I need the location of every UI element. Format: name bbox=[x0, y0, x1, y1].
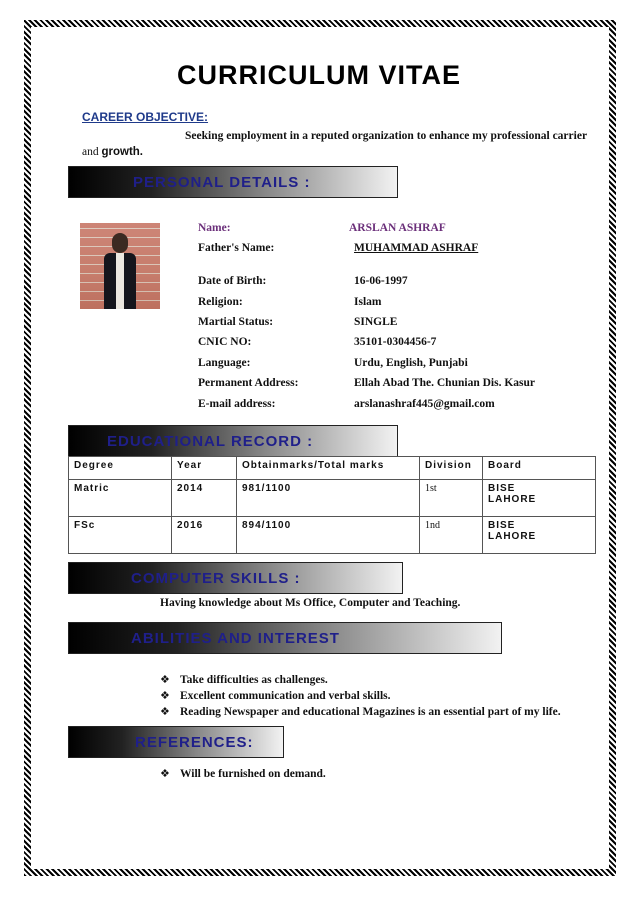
computer-skills-text: Having knowledge about Ms Office, Computer and Teaching. bbox=[160, 597, 461, 609]
career-objective-line1: Seeking employment in a reputed organization to enhance my professional carrier bbox=[185, 130, 588, 142]
educational-record-heading: EDUCATIONAL RECORD : bbox=[107, 433, 314, 450]
career-objective-line2: and growth. bbox=[82, 146, 144, 158]
header-board: Board bbox=[483, 457, 596, 480]
computer-skills-banner bbox=[68, 562, 403, 594]
table-row bbox=[69, 517, 596, 554]
personal-label: Martial Status: bbox=[198, 316, 274, 328]
references-heading: REFERENCES: bbox=[135, 734, 254, 751]
personal-value: Ellah Abad The. Chunian Dis. Kasur bbox=[354, 377, 535, 389]
personal-label: CNIC NO: bbox=[198, 336, 252, 348]
computer-skills-heading: COMPUTER SKILLS : bbox=[131, 570, 301, 587]
header-year: Year bbox=[172, 457, 237, 480]
table-row bbox=[69, 480, 596, 517]
educational-record-banner bbox=[68, 425, 398, 457]
personal-value: 35101-0304456-7 bbox=[354, 336, 437, 348]
cell-marks: 981/1100 bbox=[237, 480, 420, 517]
list-item: ❖ Reading Newspaper and educational Magazines is an essential part of my life. bbox=[160, 705, 561, 718]
header-division: Division bbox=[420, 457, 483, 480]
career-objective-heading: CAREER OBJECTIVE: bbox=[82, 110, 209, 124]
table-header-row bbox=[69, 457, 596, 480]
personal-label: Permanent Address: bbox=[198, 377, 299, 389]
bullet-icon: ❖ bbox=[160, 689, 170, 702]
bullet-icon: ❖ bbox=[160, 705, 170, 718]
personal-value: SINGLE bbox=[354, 316, 398, 328]
profile-photo bbox=[80, 223, 160, 309]
abilities-banner bbox=[68, 622, 502, 654]
cell-degree: FSc bbox=[69, 517, 172, 554]
personal-label: Date of Birth: bbox=[198, 275, 267, 287]
bullet-icon: ❖ bbox=[160, 673, 170, 686]
page-title: CURRICULUM VITAE bbox=[177, 60, 461, 90]
personal-value: arslanashraf445@gmail.com bbox=[354, 398, 495, 410]
header-degree: Degree bbox=[69, 457, 172, 480]
cell-year: 2014 bbox=[172, 480, 237, 517]
references-banner bbox=[68, 726, 284, 758]
education-table bbox=[68, 456, 596, 554]
list-item: ❖ Will be furnished on demand. bbox=[160, 767, 326, 780]
cell-board: BISE LAHORE bbox=[483, 517, 596, 554]
cell-degree: Matric bbox=[69, 480, 172, 517]
list-item: ❖ Excellent communication and verbal skills. bbox=[160, 689, 391, 702]
personal-label: E-mail address: bbox=[198, 398, 276, 410]
personal-label: Religion: bbox=[198, 296, 243, 308]
personal-value: ARSLAN ASHRAF bbox=[349, 222, 446, 234]
personal-label: Name: bbox=[198, 222, 231, 234]
header-marks: Obtainmarks/Total marks bbox=[237, 457, 420, 480]
personal-label: Father's Name: bbox=[198, 242, 275, 254]
bullet-icon: ❖ bbox=[160, 767, 170, 780]
cell-year: 2016 bbox=[172, 517, 237, 554]
cell-division: 1nd bbox=[420, 517, 483, 554]
personal-value: MUHAMMAD ASHRAF bbox=[354, 242, 479, 254]
cell-board: BISE LAHORE bbox=[483, 480, 596, 517]
personal-details-heading: PERSONAL DETAILS : bbox=[133, 174, 311, 191]
personal-label: Language: bbox=[198, 357, 251, 369]
list-item: ❖ Take difficulties as challenges. bbox=[160, 673, 328, 686]
personal-value: Urdu, English, Punjabi bbox=[354, 357, 468, 369]
personal-details-banner bbox=[68, 166, 398, 198]
personal-value: Islam bbox=[354, 296, 382, 308]
personal-value: 16-06-1997 bbox=[354, 275, 408, 287]
cell-marks: 894/1100 bbox=[237, 517, 420, 554]
cell-division: 1st bbox=[420, 480, 483, 517]
abilities-heading: ABILITIES AND INTEREST bbox=[131, 630, 340, 647]
